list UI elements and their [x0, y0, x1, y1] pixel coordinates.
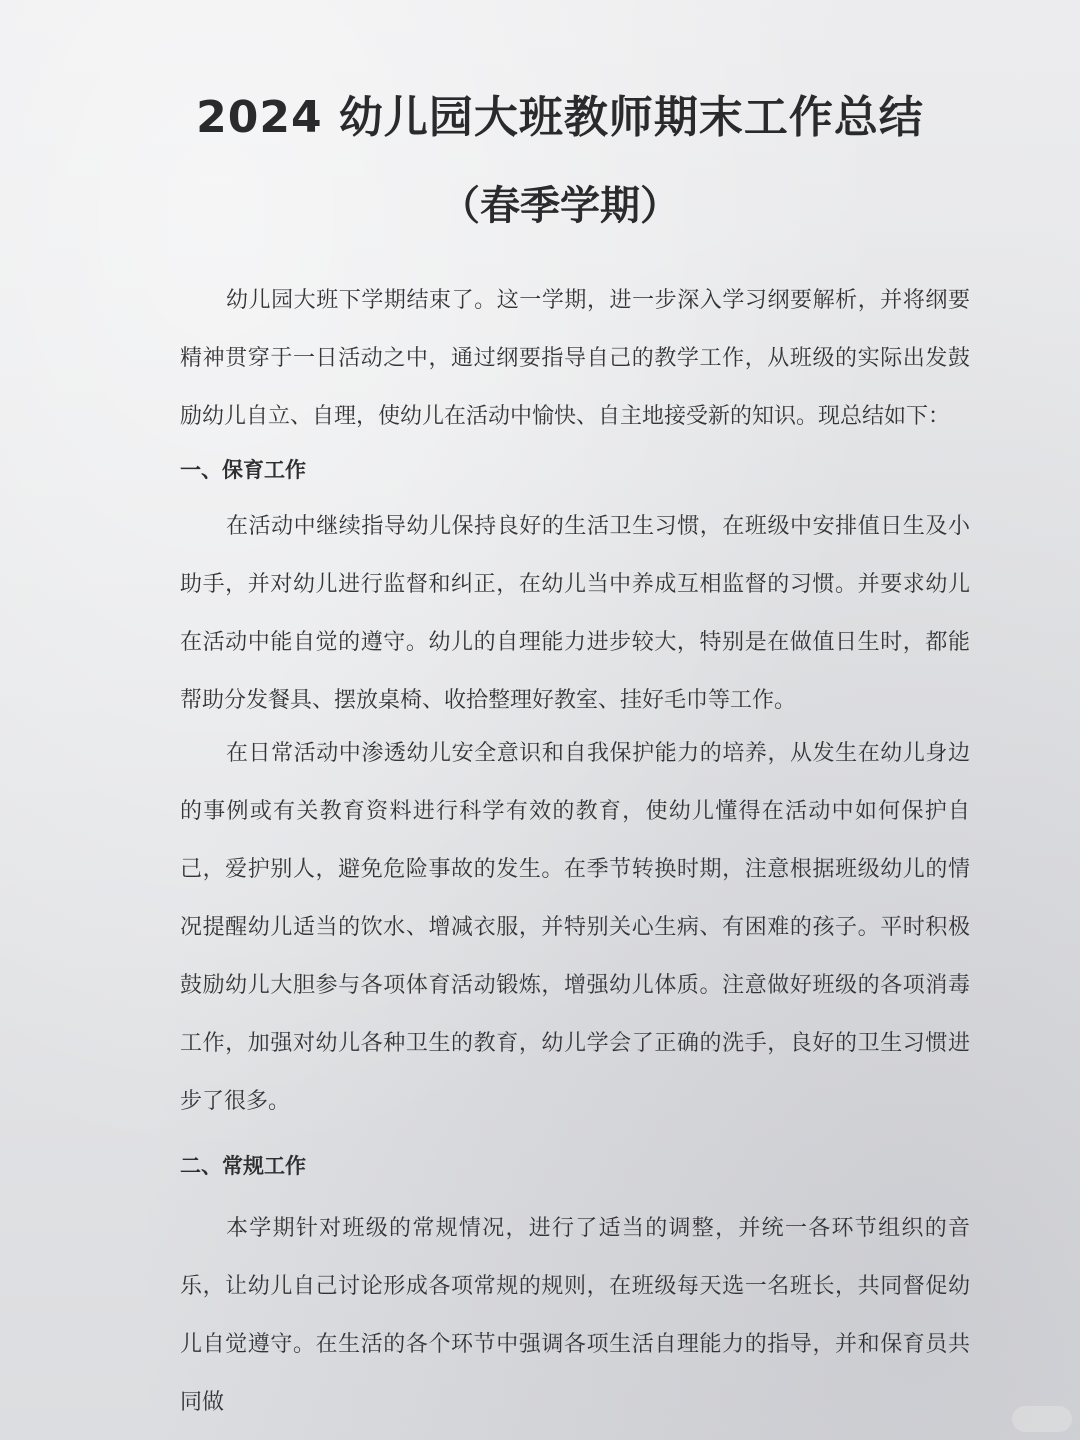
- section-heading-routine: 二、常规工作: [180, 1154, 306, 1178]
- care-paragraph-1: 在活动中继续指导幼儿保持良好的生活卫生习惯，在班级中安排值日生及小助手，并对幼儿进行监督和纠正，在幼儿当中养成互相监督的习惯。并要求幼儿在活动中能自觉的遵守。幼儿的自理能力进步较大，特别是在做值日生时，都能帮助分发餐具、摆放桌椅、收拾整理好教室、挂好毛巾等工作。: [180, 514, 970, 713]
- page-title: 2024 幼儿园大班教师期末工作总结: [196, 92, 924, 143]
- intro-paragraph: 幼儿园大班下学期结束了。这一学期，进一步深入学习纲要解析，并将纲要精神贯穿于一日活动之中，通过纲要指导自己的教学工作，从班级的实际出发鼓励幼儿自立、自理，使幼儿在活动中愉快、自主地接受新的知识。现总结如下：: [180, 288, 970, 429]
- watermark-badge: [1012, 1406, 1072, 1432]
- routine-paragraph-1: 本学期针对班级的常规情况，进行了适当的调整，并统一各环节组织的音乐，让幼儿自己讨论形成各项常规的规则，在班级每天选一名班长，共同督促幼儿自觉遵守。在生活的各个环节中强调各项生活自理能力的指导，并和保育员共同做: [180, 1216, 970, 1415]
- care-paragraph-2: 在日常活动中渗透幼儿安全意识和自我保护能力的培养，从发生在幼儿身边的事例或有关教育资料进行科学有效的教育，使幼儿懂得在活动中如何保护自己，爱护别人，避免危险事故的发生。在季节转换时期，注意根据班级幼儿的情况提醒幼儿适当的饮水、增减衣服，并特别关心生病、有困难的孩子。平时积极鼓励幼儿大胆参与各项体育活动锻炼，增强幼儿体质。注意做好班级的各项消毒工作，加强对幼儿各种卫生的教育，幼儿学会了正确的洗手，良好的卫生习惯进步了很多。: [180, 741, 970, 1114]
- section-heading-care: 一、保育工作: [180, 458, 306, 482]
- page-subtitle: （春季学期）: [440, 183, 680, 229]
